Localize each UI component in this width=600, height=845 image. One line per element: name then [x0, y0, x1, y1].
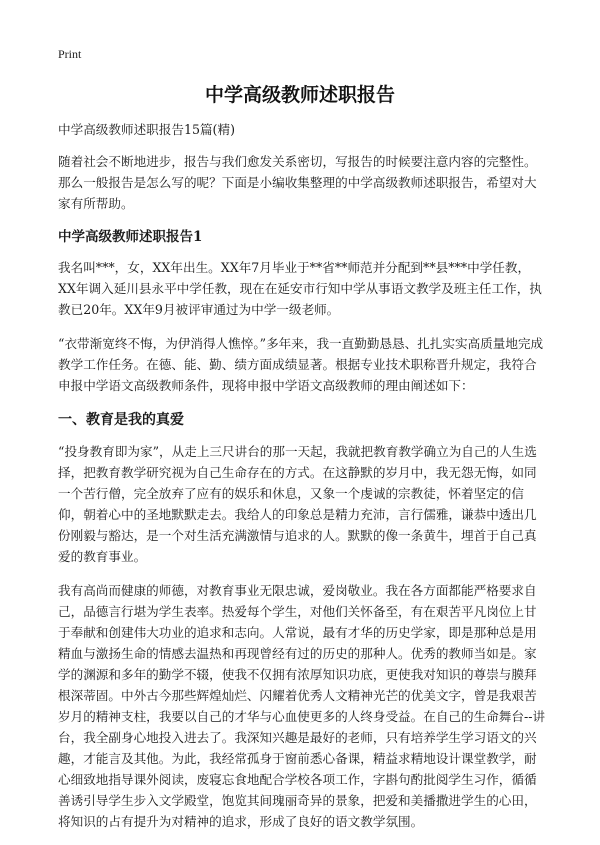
body-paragraph-4: 我有高尚而健康的师德，对教育事业无限忠诚，爱岗敬业。我在各方面都能严格要求自己，品德言行堪为学生表率。热爱每个学生，对他们关怀备至，有在艰苦平凡岗位上甘于奉献和创建伟大功业的追求和志向。人常说，最有才华的历史学家，即是那种总是用精血与激扬生命的情感去温热和再现曾经有过的历史的那种人。优秀的教师当如是。家学的渊源和多年的勤学不辍，使我不仅拥有浓厚知识功底，更使我对知识的尊崇与膜拜根深蒂固。中外古今那些辉煌灿烂、闪耀着优秀人文精神光芒的优美文字，曾是我艰苦岁月的精神支柱，我要以自己的才华与心血使更多的人终身受益。在自己的生命舞台--讲台，我全副身心地投入进去了。我深知兴趣是最好的老师，只有培养学生学习语文的兴趣，才能言及其他。为此，我经常孤身于窗前悉心备课，精益求精地设计课堂教学，耐心细致地指导课外阅读，废寝忘食地配合学校各项工作，字斟句酌批阅学生习作，循循善诱引导学生步入文学殿堂，饱览其间瑰丽奇异的景象，把爱和美播撒进学生的心田，将知识的占有提升为对精神的追求，形成了良好的语文教学氛围。: [58, 583, 546, 829]
document-title: 中学高级教师述职报告: [204, 84, 395, 106]
intro-paragraph: 随着社会不断地进步，报告与我们愈发关系密切，写报告的时候要注意内容的完整性。那么一般报告是怎么写的呢？下面是小编收集整理的中学高级教师述职报告，希望对大家有所帮助。: [58, 154, 537, 211]
body-paragraph-1: 我名叫***，女，XX年出生。XX年7月毕业于**省**师范并分配到**县***中学任教，XX年调入延川县永平中学任教，现在在延安市行知中学从事语文教学及班主任工作，执教已20年。XX年9月被评审通过为中学一级老师。: [58, 260, 542, 317]
document-body: [58, 119, 546, 845]
print-label[interactable]: Print: [58, 47, 82, 61]
body-paragraph-3: “投身教育即为家”，从走上三尺讲台的那一天起，我就把教育教学确立为自己的人生选择，把教育教学研究视为自己生命存在的方式。在这静默的岁月中，我无怨无悔，如同一个苦行僧，完全放弃了应有的娱乐和休息，又象一个虔诚的宗教徒，怀着坚定的信仰，朝着心中的圣地默默走去。我给人的印象总是精力充沛，言行儒雅，谦恭中透出几份刚毅与豁达，是一个对生活充满激情与追求的人。默默的像一条黄牛，埋首于自己真爱的教育事业。: [58, 444, 537, 564]
body-paragraph-2: “衣带渐宽终不悔，为伊消得人憔悴。”多年来，我一直勤勤恳恳、扎扎实实高质量地完成教学工作任务。在德、能、勤、绩方面成绩显著。根据专业技术职称晋升规定，我符合申报中学语文高级教师条件，现将申报中学语文高级教师的理由阐述如下：: [58, 336, 544, 393]
subsection-heading: 一、教育是我的真爱: [58, 412, 184, 428]
document-subtitle: 中学高级教师述职报告15篇(精): [58, 122, 235, 137]
section-heading: 中学高级教师述职报告1: [58, 229, 203, 245]
